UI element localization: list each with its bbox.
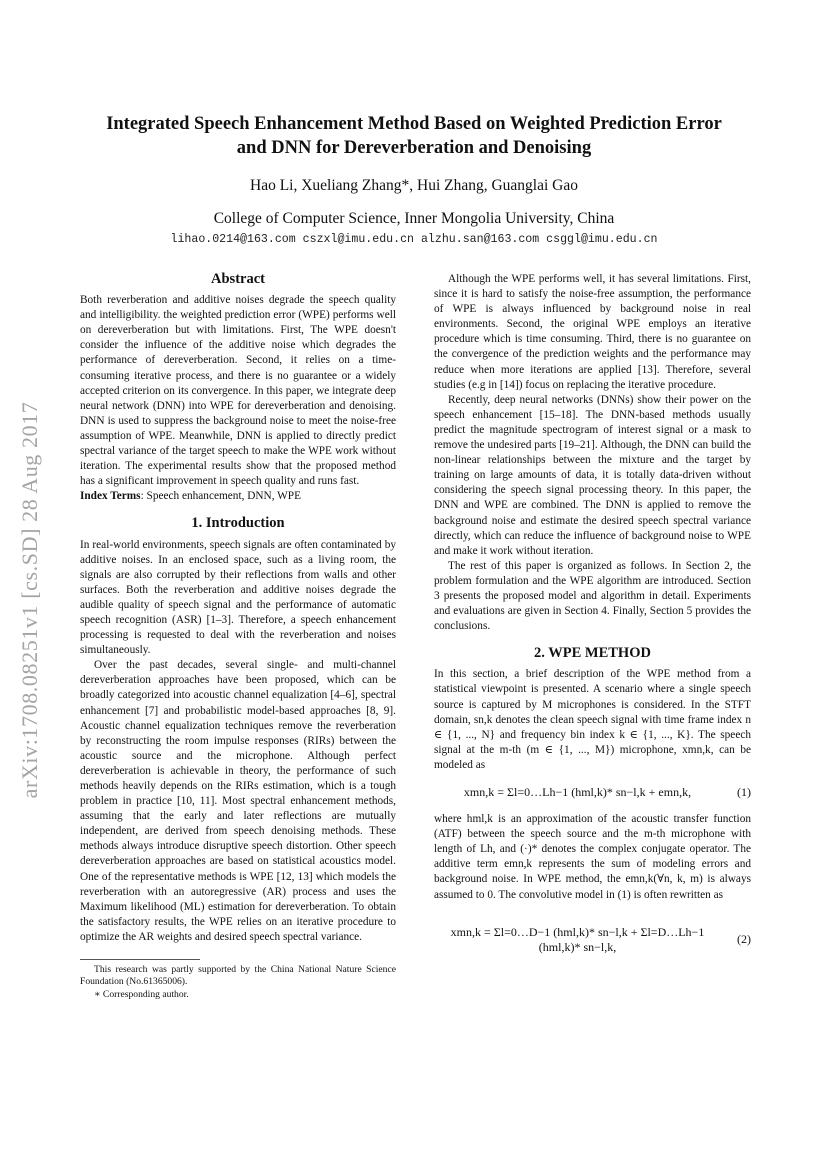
intro-heading: 1. Introduction <box>191 515 285 532</box>
equation-2-body: xmn,k = Σl=0…D−1 (hml,k)* sn−l,k + Σl=D…Lh−1 (hml,k)* sn−l,k, <box>450 924 705 954</box>
left-column <box>80 272 396 1001</box>
funding-footnote: This research was partly supported by the China National Nature Science Foundation (No.61365006). <box>80 964 396 988</box>
wpe-paragraph-2: where hml,k is an approximation of the acoustic transfer function (ATF) between the speech source and the m-th microphone with length of Lh, and (·)* denotes the complex conjugate operator. The additive term emn,k represents the sum of modeling errors and background noise. In WPE method, the emn,k(∀n, k, m) is always assumed to 0. The convolutive model in (1) is often rewritten as <box>434 813 751 901</box>
arxiv-identifier: arXiv:1708.08251v1 [cs.SD] 28 Aug 2017 <box>17 401 42 799</box>
equation-1-number: (1) <box>737 785 751 799</box>
affiliation: College of Computer Science, Inner Mongolia University, China <box>213 210 615 227</box>
equation-2 <box>434 925 751 955</box>
right-column <box>434 272 751 955</box>
equation-1 <box>434 785 751 800</box>
intro-paragraph-1: In real-world environments, speech signals are often contaminated by additive noises. In an enclosed space, such as a living room, the signals are also corrupted by their reflections from walls and other surfaces. Both the reverberation and additive noises degrade the audible quality of speech signal and the performance of automatic speech recognition (ASR) [1–3]. Therefore, a speech enhancement processing is requested to deal with the reverberation and noises simultaneously. <box>80 538 396 657</box>
title-line-1: Integrated Speech Enhancement Method Based on Weighted Prediction Error <box>106 114 722 134</box>
index-terms-text: : Speech enhancement, DNN, WPE <box>140 490 301 503</box>
corresponding-author-footnote: ∗ Corresponding author. <box>94 988 189 1000</box>
index-terms-label: Index Terms <box>80 490 141 503</box>
title-line-2: and DNN for Dereverberation and Denoising <box>236 138 592 158</box>
index-terms <box>80 489 396 504</box>
paper-title <box>60 112 768 160</box>
arxiv-sidebar <box>10 330 50 870</box>
intro-paragraph-4: Recently, deep neural networks (DNNs) show their power on the speech enhancement [15–18]. The DNN-based methods usually predict the magnitude spectrogram of interest signal or a mask to remove the undesired parts [19–21]. Although, the DNN can build the non-linear relationships between the mixture and the target by training on large amounts of data, it is totally data-driven without considering the speech signal processing theory. In this paper, the DNN and WPE are combined. The DNN is applied to remove the background noise and estimate the desired speech spectral variance directly, which can reduce the influence of background noise to WPE and make it work without iteration. <box>434 393 751 557</box>
wpe-heading: 2. WPE METHOD <box>534 645 651 662</box>
footnote-rule <box>80 959 200 960</box>
abstract-heading: Abstract <box>211 271 265 287</box>
equation-1-body: xmn,k = Σl=0…Lh−1 (hml,k)* sn−l,k + emn,k, <box>463 785 692 799</box>
author-list: Hao Li, Xueliang Zhang*, Hui Zhang, Guanglai Gao <box>250 177 578 194</box>
equation-2-number: (2) <box>737 932 751 947</box>
abstract-text: Both reverberation and additive noises degrade the speech quality and intelligibility. the weighted prediction error (WPE) performs well on dereverberation but with limitations. First, The WPE doesn't consider the influence of the additive noise which degrades the performance of dereverberation. Second, it relies on a time-consuming iterative process, and there is no guarantee or a widely accepted criterion on its convergence. In this paper, we integrate deep neural network (DNN) into WPE for dereverberation and denoising. DNN is used to suppress the background noise to meet the noise-free assumption of WPE. Meanwhile, DNN is applied to directly predict spectral variance of the target speech to make the WPE work without iteration. The experimental results show that the proposed method has a significant improvement in speech quality and runs fast. <box>80 294 396 488</box>
email-list: lihao.0214@163.com cszxl@imu.edu.cn alzhu.san@163.com csggl@imu.edu.cn <box>170 233 658 246</box>
wpe-paragraph-1: In this section, a brief description of the WPE method from a statistical viewpoint is presented. A scenario where a single speech source is captured by M microphones is considered. In the STFT domain, sn,k denotes the clean speech signal with time frame index n ∈ {1, ..., N} and frequency bin index k ∈ {1, ..., K}. The speech signal at the m-th (m ∈ {1, ..., M}) microphone, xmn,k, can be modeled as <box>434 668 751 771</box>
intro-paragraph-5: The rest of this paper is organized as follows. In Section 2, the problem formulation and the WPE algorithm are introduced. Section 3 presents the proposed model and algorithm in detail. Experiments and evaluations are given in Section 4. Finally, Section 5 provides the conclusions. <box>434 559 751 633</box>
intro-paragraph-2: Over the past decades, several single- and multi-channel dereverberation approaches have been proposed, which can be broadly categorized into acoustic channel equalization [4–6], spectral enhancement [7] and probabilistic model-based approaches [8, 9]. Acoustic channel equalization techniques remove the reverberation by reconstructing the room impulse responses (RIRs) between the acoustic source and the microphone. Although perfect dereverberation is achievable in theory, the performance of such methods heavily depends on the RIRs estimation, which is a tough problem in practice [10, 11]. Most spectral enhancement methods, assuming that the early and later reflections are mutually independent, are derived from speech denoising methods. These methods always introduce disruptive speech distortion. Other speech dereverberation approaches are based on statistical acoustics model. One of the representative methods is WPE [12, 13] which models the reverberation with an autoregressive (AR) process and uses the Maximum likelihood (ML) estimation for dereverberation. To obtain the satisfactory results, the WPE relies on an iterative procedure to optimize the AR weights and desired speech spectral variance. <box>80 659 396 943</box>
intro-paragraph-3: Although the WPE performs well, it has several limitations. First, since it is hard to satisfy the noise-free assumption, the performance of WPE is always influenced by background noise in real environments. Second, the original WPE employs an iterative procedure which is time consuming. Third, there is no guarantee on the convergence of the prediction weights and the performance may reduce when more iterations are applied [13]. Therefore, several studies (e.g in [14]) focus on replacing the iterative procedure. <box>434 273 751 391</box>
